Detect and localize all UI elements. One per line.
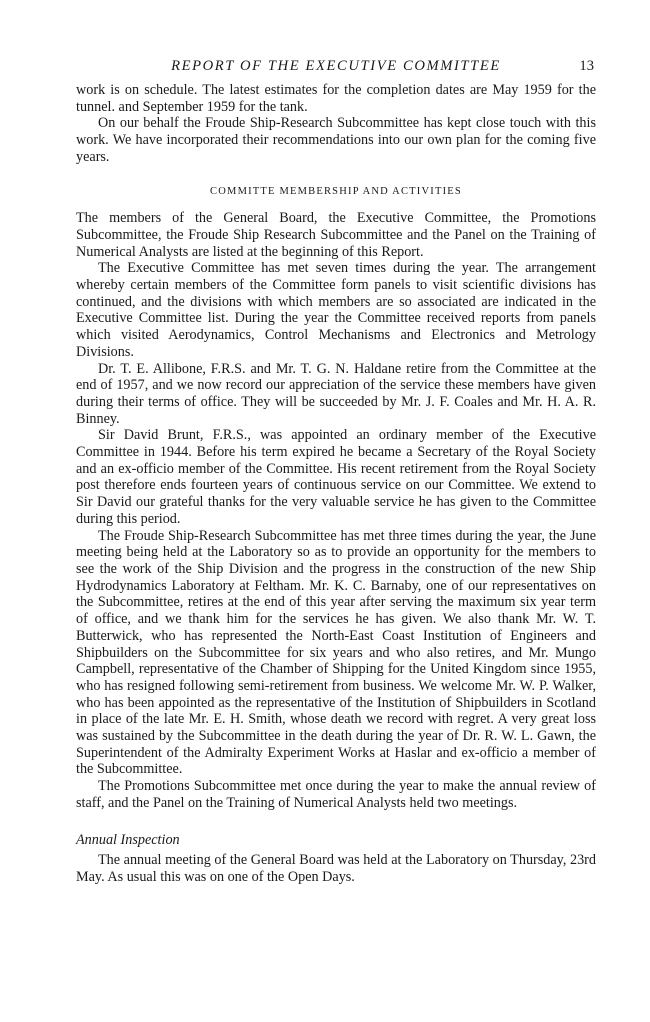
intro-paragraph-1: work is on schedule. The latest estimates for the completion dates are May 1959 for the tunnel. and September 1959 for the tank. xyxy=(76,82,596,115)
document-page xyxy=(76,58,596,886)
membership-paragraph-4: Sir David Brunt, F.R.S., was appointed an ordinary member of the Executive Committee in 1944. Before his term expired he became a Secretary of the Royal Society and an ex-officio member of the Committee. His recent retirement from the Royal Society post therefore ends fourteen years of continuous service on our Committee. We extend to Sir David our grateful thanks for the very valuable service he has given to the Committee during this period. xyxy=(76,427,596,527)
section-heading-membership: COMMITTE MEMBERSHIP AND ACTIVITIES xyxy=(210,185,462,197)
intro-paragraph-2: On our behalf the Froude Ship-Research Subcommittee has kept close touch with this work. We have incorporated their recommendations into our own plan for the coming five years. xyxy=(76,115,596,165)
membership-paragraph-6: The Promotions Subcommittee met once during the year to make the annual review of staff, and the Panel on the Training of Numerical Analysts held two meetings. xyxy=(76,778,596,811)
inspection-paragraph: The annual meeting of the General Board was held at the Laboratory on Thursday, 23rd May. As usual this was on one of the Open Days. xyxy=(76,852,596,885)
subheading-annual-inspection: Annual Inspection xyxy=(76,831,180,848)
page-number: 13 xyxy=(579,58,594,74)
running-header xyxy=(76,58,596,78)
membership-paragraph-2: The Executive Committee has met seven times during the year. The arrangement whereby certain members of the Committee form panels to visit scientific divisions has continued, and the divisions with which members are so associated are indicated in the Executive Committee list. During the year the Committee received reports from panels which visited Aerodynamics, Control Mechanisms and Electronics and Metrology Divisions. xyxy=(76,260,596,360)
running-title: REPORT OF THE EXECUTIVE COMMITTEE xyxy=(171,58,501,74)
membership-paragraph-5: The Froude Ship-Research Subcommittee has met three times during the year, the June meeting being held at the Laboratory so as to provide an opportunity for the members to see the work of the Ship Division and the progress in the construction of the new Ship Hydrodynamics Laboratory at Feltham. Mr. K. C. Barnaby, one of our representatives on the Subcommittee, retires at the end of this year after serving the maximum six year term of office, and we thank him for the services he has given. We also thank Mr. W. T. Butterwick, who has represented the North-East Coast Institution of Engineers and Shipbuilders on the Subcommittee for six years and who also retires, and Mr. Mungo Campbell, representative of the Chamber of Shipping for the United Kingdom since 1955, who has resigned following semi-retirement from business. We welcome Mr. W. P. Walker, who has been appointed as the representative of the Institution of Shipbuilders in Scotland in place of the late Mr. E. H. Smith, whose death we record with regret. A very great loss was sustained by the Subcommittee in the death during the year of Dr. R. W. L. Gawn, the Superintendent of the Admiralty Experiment Works at Haslar and ex-officio a member of the Subcommittee. xyxy=(76,527,596,778)
membership-paragraph-3: Dr. T. E. Allibone, F.R.S. and Mr. T. G. N. Haldane retire from the Committee at the end of 1957, and we now record our appreciation of the service these members have given during their terms of office. They will be succeeded by Mr. J. F. Coales and Mr. H. A. R. Binney. xyxy=(76,360,596,427)
membership-paragraph-1: The members of the General Board, the Executive Committee, the Promotions Subcommittee, the Froude Ship Research Subcommittee and the Panel on the Training of Numerical Analysts are listed at the beginning of this Report. xyxy=(76,210,596,260)
